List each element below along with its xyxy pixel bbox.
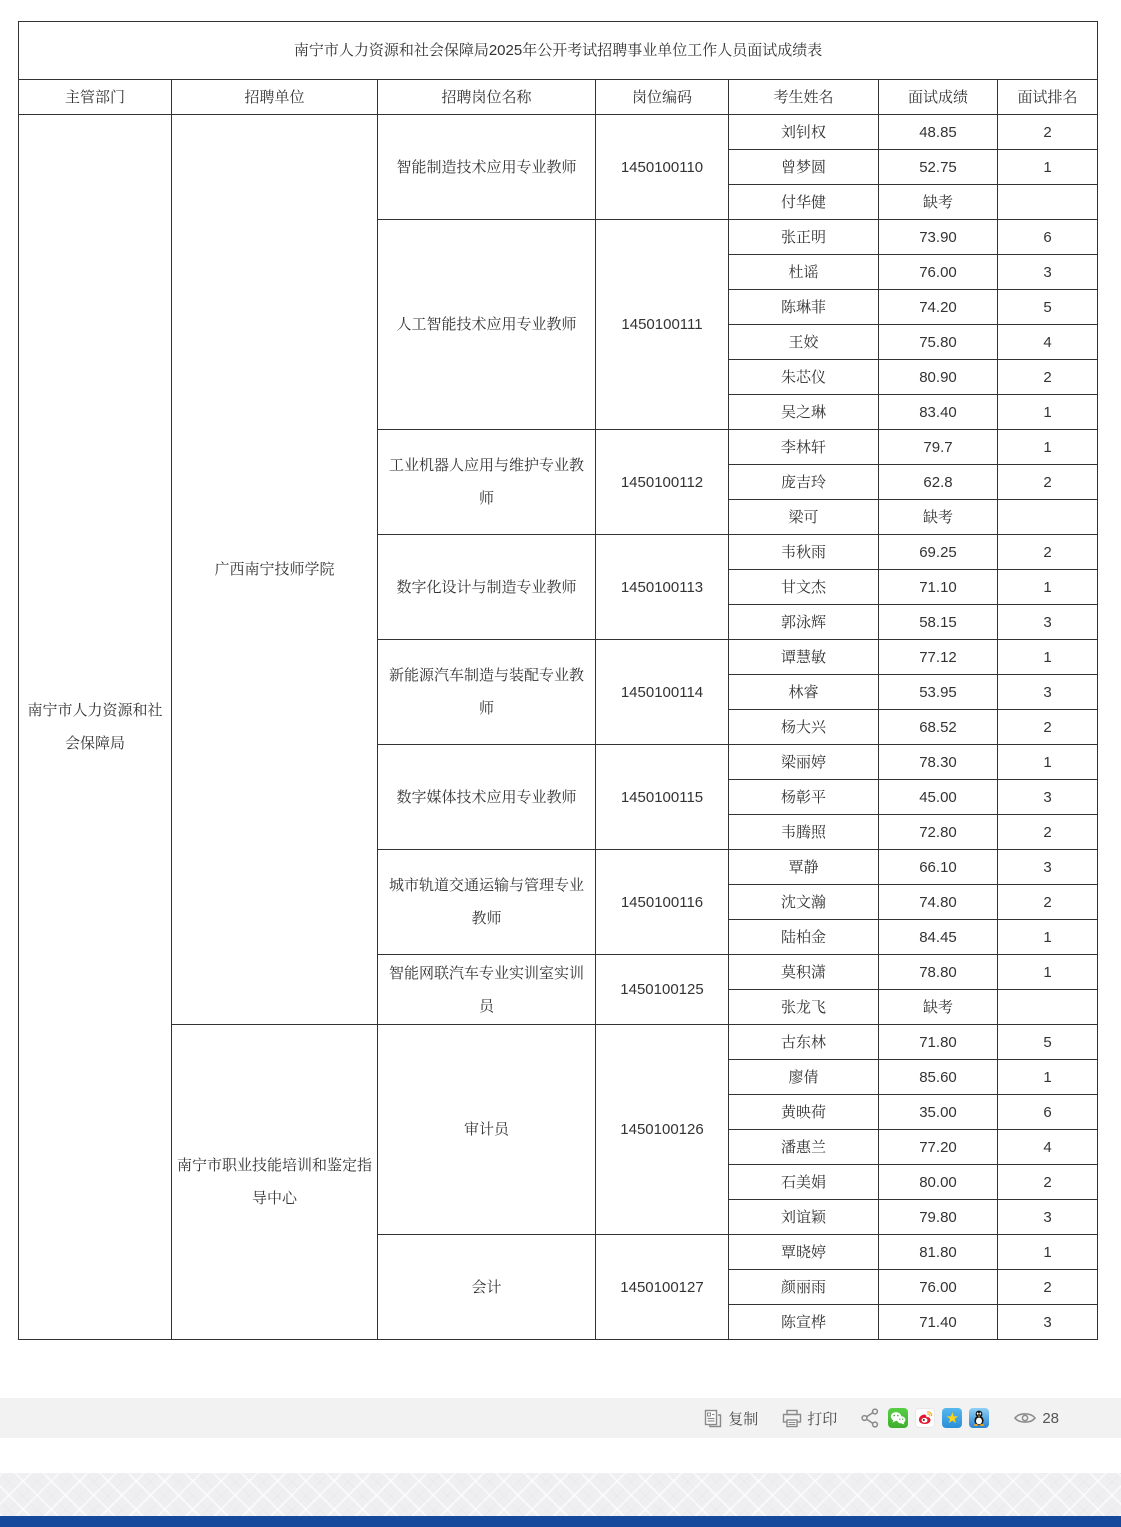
copy-label: 复制 <box>728 1410 759 1428</box>
rank-cell: 1 <box>998 570 1098 605</box>
score-cell: 74.80 <box>879 885 998 920</box>
candidate-name-cell: 梁可 <box>729 500 879 535</box>
candidate-name-cell: 杨彰平 <box>729 780 879 815</box>
candidate-name-cell: 陈琳菲 <box>729 290 879 325</box>
score-cell: 72.80 <box>879 815 998 850</box>
footer-pattern-band <box>0 1473 1121 1516</box>
candidate-name-cell: 陆柏金 <box>729 920 879 955</box>
rank-cell: 1 <box>998 1235 1098 1270</box>
code-cell: 1450100115 <box>596 745 729 850</box>
candidate-row <box>19 115 1098 150</box>
candidate-name-cell: 郭泳辉 <box>729 605 879 640</box>
qzone-share-icon[interactable]: ★ <box>942 1408 962 1428</box>
unit-cell: 广西南宁技师学院 <box>172 115 378 1025</box>
score-cell: 58.15 <box>879 605 998 640</box>
score-cell: 69.25 <box>879 535 998 570</box>
footer-blue-bar <box>0 1516 1121 1527</box>
score-cell: 75.80 <box>879 325 998 360</box>
code-cell: 1450100114 <box>596 640 729 745</box>
rank-cell: 2 <box>998 535 1098 570</box>
title-row <box>19 22 1098 80</box>
score-cell: 81.80 <box>879 1235 998 1270</box>
header-row <box>19 80 1098 115</box>
copy-icon <box>704 1409 723 1428</box>
code-cell: 1450100125 <box>596 955 729 1025</box>
weibo-logo <box>917 1410 933 1426</box>
rank-cell: 2 <box>998 815 1098 850</box>
score-cell: 84.45 <box>879 920 998 955</box>
rank-cell: 5 <box>998 1025 1098 1060</box>
position-cell: 智能制造技术应用专业教师 <box>378 115 596 220</box>
candidate-name-cell: 庞吉玲 <box>729 465 879 500</box>
candidate-name-cell: 付华健 <box>729 185 879 220</box>
score-cell: 80.90 <box>879 360 998 395</box>
candidate-name-cell: 颜丽雨 <box>729 1270 879 1305</box>
candidate-name-cell: 覃晓婷 <box>729 1235 879 1270</box>
rank-cell: 6 <box>998 1095 1098 1130</box>
rank-cell: 2 <box>998 885 1098 920</box>
score-cell: 68.52 <box>879 710 998 745</box>
candidate-name-cell: 覃静 <box>729 850 879 885</box>
candidate-name-cell: 黄映荷 <box>729 1095 879 1130</box>
copy-button[interactable] <box>704 1408 758 1429</box>
rank-cell: 2 <box>998 1165 1098 1200</box>
score-cell: 74.20 <box>879 290 998 325</box>
rank-cell <box>998 990 1098 1025</box>
candidate-row <box>19 1025 1098 1060</box>
code-cell: 1450100116 <box>596 850 729 955</box>
column-header-interview-score: 面试成绩 <box>879 80 998 115</box>
candidate-name-cell: 刘谊颖 <box>729 1200 879 1235</box>
print-icon <box>782 1409 802 1428</box>
department-cell: 南宁市人力资源和社会保障局 <box>19 115 172 1340</box>
score-cell: 66.10 <box>879 850 998 885</box>
score-cell: 76.00 <box>879 1270 998 1305</box>
column-header-supervisor-department: 主管部门 <box>19 80 172 115</box>
rank-cell <box>998 185 1098 220</box>
table-head <box>19 22 1098 115</box>
rank-cell: 2 <box>998 1270 1098 1305</box>
candidate-name-cell: 陈宣桦 <box>729 1305 879 1340</box>
position-cell: 工业机器人应用与维护专业教师 <box>378 430 596 535</box>
candidate-name-cell: 古东林 <box>729 1025 879 1060</box>
rank-cell: 3 <box>998 675 1098 710</box>
score-cell: 35.00 <box>879 1095 998 1130</box>
position-cell: 会计 <box>378 1235 596 1340</box>
candidate-name-cell: 廖倩 <box>729 1060 879 1095</box>
position-cell: 审计员 <box>378 1025 596 1235</box>
rank-cell: 1 <box>998 150 1098 185</box>
unit-cell: 南宁市职业技能培训和鉴定指导中心 <box>172 1025 378 1340</box>
column-header-candidate-name: 考生姓名 <box>729 80 879 115</box>
candidate-name-cell: 石美娟 <box>729 1165 879 1200</box>
score-cell: 52.75 <box>879 150 998 185</box>
code-cell: 1450100113 <box>596 535 729 640</box>
candidate-name-cell: 梁丽婷 <box>729 745 879 780</box>
score-cell: 缺考 <box>879 185 998 220</box>
candidate-name-cell: 朱芯仪 <box>729 360 879 395</box>
candidate-name-cell: 曾梦圆 <box>729 150 879 185</box>
position-cell: 智能网联汽车专业实训室实训员 <box>378 955 596 1025</box>
score-cell: 76.00 <box>879 255 998 290</box>
weibo-share-icon[interactable] <box>915 1408 935 1428</box>
candidate-name-cell: 韦腾照 <box>729 815 879 850</box>
position-cell: 新能源汽车制造与装配专业教师 <box>378 640 596 745</box>
code-cell: 1450100111 <box>596 220 729 430</box>
rank-cell: 1 <box>998 955 1098 990</box>
candidate-name-cell: 潘惠兰 <box>729 1130 879 1165</box>
code-cell: 1450100127 <box>596 1235 729 1340</box>
rank-cell: 1 <box>998 920 1098 955</box>
score-cell: 71.10 <box>879 570 998 605</box>
rank-cell: 2 <box>998 360 1098 395</box>
score-cell: 79.7 <box>879 430 998 465</box>
position-cell: 城市轨道交通运输与管理专业教师 <box>378 850 596 955</box>
rank-cell: 3 <box>998 1305 1098 1340</box>
column-header-interview-rank: 面试排名 <box>998 80 1098 115</box>
score-cell: 77.12 <box>879 640 998 675</box>
score-cell: 83.40 <box>879 395 998 430</box>
qq-share-icon[interactable] <box>969 1408 989 1428</box>
candidate-name-cell: 刘钊权 <box>729 115 879 150</box>
rank-cell: 1 <box>998 430 1098 465</box>
score-cell: 71.80 <box>879 1025 998 1060</box>
candidate-name-cell: 王姣 <box>729 325 879 360</box>
rank-cell: 1 <box>998 1060 1098 1095</box>
score-cell: 85.60 <box>879 1060 998 1095</box>
rank-cell: 5 <box>998 290 1098 325</box>
score-cell: 77.20 <box>879 1130 998 1165</box>
column-header-position-code: 岗位编码 <box>596 80 729 115</box>
wechat-bubbles <box>890 1411 906 1425</box>
score-cell: 78.30 <box>879 745 998 780</box>
rank-cell: 3 <box>998 255 1098 290</box>
table-title: 南宁市人力资源和社会保障局2025年公开考试招聘事业单位工作人员面试成绩表 <box>19 22 1098 80</box>
wechat-share-icon[interactable] <box>888 1408 908 1428</box>
candidate-name-cell: 李林轩 <box>729 430 879 465</box>
score-cell: 80.00 <box>879 1165 998 1200</box>
interview-score-table <box>18 21 1098 1340</box>
candidate-name-cell: 张龙飞 <box>729 990 879 1025</box>
rank-cell <box>998 500 1098 535</box>
rank-cell: 3 <box>998 780 1098 815</box>
rank-cell: 3 <box>998 850 1098 885</box>
code-cell: 1450100110 <box>596 115 729 220</box>
score-cell: 79.80 <box>879 1200 998 1235</box>
rank-cell: 6 <box>998 220 1098 255</box>
share-bar <box>861 1408 989 1428</box>
score-cell: 73.90 <box>879 220 998 255</box>
rank-cell: 2 <box>998 710 1098 745</box>
column-header-position-name: 招聘岗位名称 <box>378 80 596 115</box>
position-cell: 数字化设计与制造专业教师 <box>378 535 596 640</box>
score-cell: 78.80 <box>879 955 998 990</box>
share-icon[interactable] <box>861 1408 879 1428</box>
rank-cell: 3 <box>998 1200 1098 1235</box>
candidate-name-cell: 杨大兴 <box>729 710 879 745</box>
rank-cell: 4 <box>998 325 1098 360</box>
view-count-value: 28 <box>1042 1409 1059 1427</box>
candidate-name-cell: 张正明 <box>729 220 879 255</box>
score-cell: 62.8 <box>879 465 998 500</box>
score-cell: 71.40 <box>879 1305 998 1340</box>
rank-cell: 1 <box>998 640 1098 675</box>
candidate-name-cell: 莫积潇 <box>729 955 879 990</box>
print-label: 打印 <box>807 1410 838 1428</box>
score-cell: 45.00 <box>879 780 998 815</box>
view-count <box>1013 1410 1059 1427</box>
rank-cell: 2 <box>998 465 1098 500</box>
score-cell: 缺考 <box>879 500 998 535</box>
toolbar <box>0 1398 1121 1438</box>
rank-cell: 2 <box>998 115 1098 150</box>
candidate-name-cell: 甘文杰 <box>729 570 879 605</box>
score-cell: 缺考 <box>879 990 998 1025</box>
print-button[interactable] <box>782 1408 837 1429</box>
rank-cell: 1 <box>998 745 1098 780</box>
code-cell: 1450100126 <box>596 1025 729 1235</box>
results-table-body <box>19 115 1098 1340</box>
score-cell: 48.85 <box>879 115 998 150</box>
rank-cell: 4 <box>998 1130 1098 1165</box>
position-cell: 数字媒体技术应用专业教师 <box>378 745 596 850</box>
rank-cell: 3 <box>998 605 1098 640</box>
candidate-name-cell: 韦秋雨 <box>729 535 879 570</box>
score-cell: 53.95 <box>879 675 998 710</box>
qq-penguin <box>972 1410 986 1426</box>
eye-icon <box>1013 1410 1037 1426</box>
candidate-name-cell: 杜谣 <box>729 255 879 290</box>
candidate-name-cell: 谭慧敏 <box>729 640 879 675</box>
position-cell: 人工智能技术应用专业教师 <box>378 220 596 430</box>
candidate-name-cell: 沈文瀚 <box>729 885 879 920</box>
code-cell: 1450100112 <box>596 430 729 535</box>
candidate-name-cell: 吴之琳 <box>729 395 879 430</box>
column-header-recruiting-unit: 招聘单位 <box>172 80 378 115</box>
candidate-name-cell: 林睿 <box>729 675 879 710</box>
rank-cell: 1 <box>998 395 1098 430</box>
